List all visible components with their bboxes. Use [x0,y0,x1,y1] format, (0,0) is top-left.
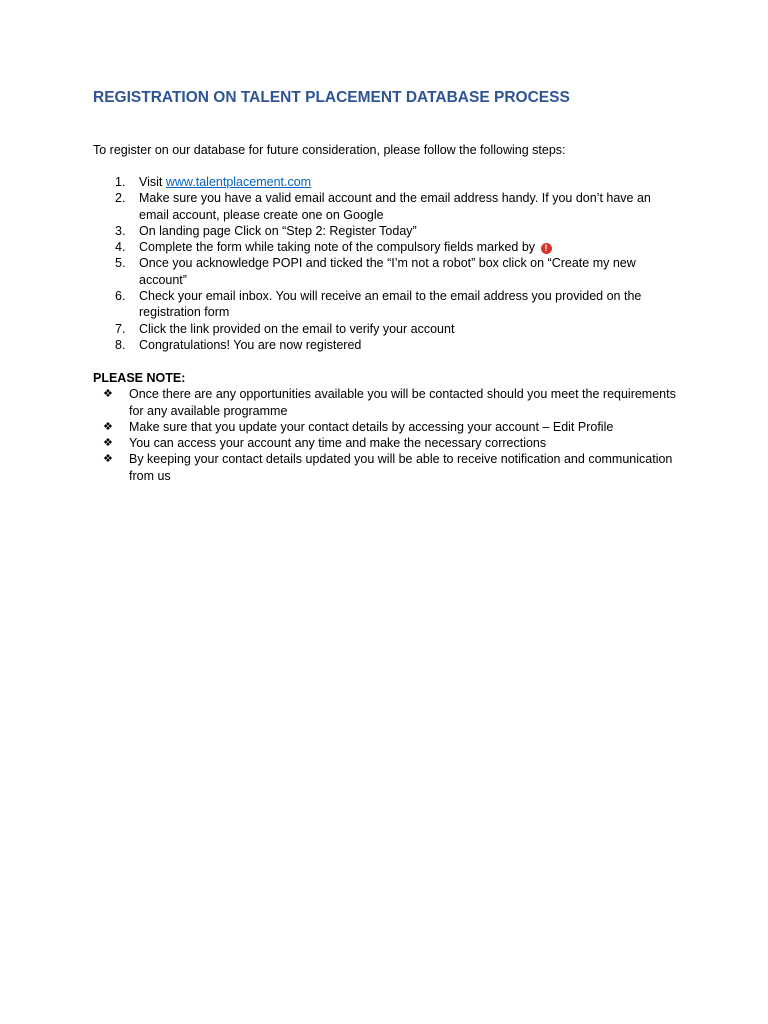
step-text: Complete the form while taking note of the compulsory fields marked by [139,240,539,255]
steps-list [93,174,683,353]
step-number: 2. [115,191,126,206]
step-text: Check your email inbox. You will receive an email to the email address you provided on the registration form [139,289,642,320]
step-text: Once you acknowledge POPI and ticked the “I’m not a robot” box click on “Create my new account” [139,256,636,287]
note-text: Make sure that you update your contact details by accessing your account – Edit Profile [129,419,614,434]
list-item [93,190,683,223]
step-text: Visit [139,175,166,189]
step-number: 7. [115,321,126,336]
note-text: You can access your account any time and make the necessary corrections [129,436,547,451]
step-number: 5. [115,256,126,271]
diamond-bullet-icon: ❖ [103,453,113,466]
diamond-bullet-icon: ❖ [103,388,113,401]
list-item [93,239,683,255]
step-text: Click the link provided on the email to verify your account [139,321,455,336]
step-number: 8. [115,337,126,352]
step-number: 4. [115,240,126,255]
list-item [93,386,683,419]
diamond-bullet-icon: ❖ [103,437,113,450]
note-text: By keeping your contact details updated you will be able to receive notification and communication from us [129,452,673,483]
website-link[interactable]: www.talentplacement.com [165,175,312,189]
list-item [93,419,683,435]
list-item [93,255,683,288]
step-text: Make sure you have a valid email account and the email address handy. If you don’t have an email account, please create one on Google [139,191,651,222]
list-item [93,174,683,190]
document-title: REGISTRATION ON TALENT PLACEMENT DATABASE PROCESS [93,89,570,106]
list-item [93,223,683,239]
list-item [93,288,683,321]
list-item [93,321,683,337]
list-item [93,337,683,353]
exclamation-icon: ! [541,243,552,254]
note-heading: PLEASE NOTE: [93,371,186,386]
step-number: 1. [115,175,126,189]
note-text: Once there are any opportunities available you will be contacted should you meet the requirements for any available programme [129,387,676,418]
list-item [93,435,683,451]
notes-list [93,386,683,484]
list-item [93,451,683,484]
step-text: Congratulations! You are now registered [139,337,362,352]
intro-paragraph: To register on our database for future consideration, please follow the following steps: [93,143,566,157]
diamond-bullet-icon: ❖ [103,420,113,433]
step-text: On landing page Click on “Step 2: Register Today” [139,223,417,238]
step-number: 3. [115,223,126,238]
document-page [93,88,683,484]
step-number: 6. [115,289,126,304]
